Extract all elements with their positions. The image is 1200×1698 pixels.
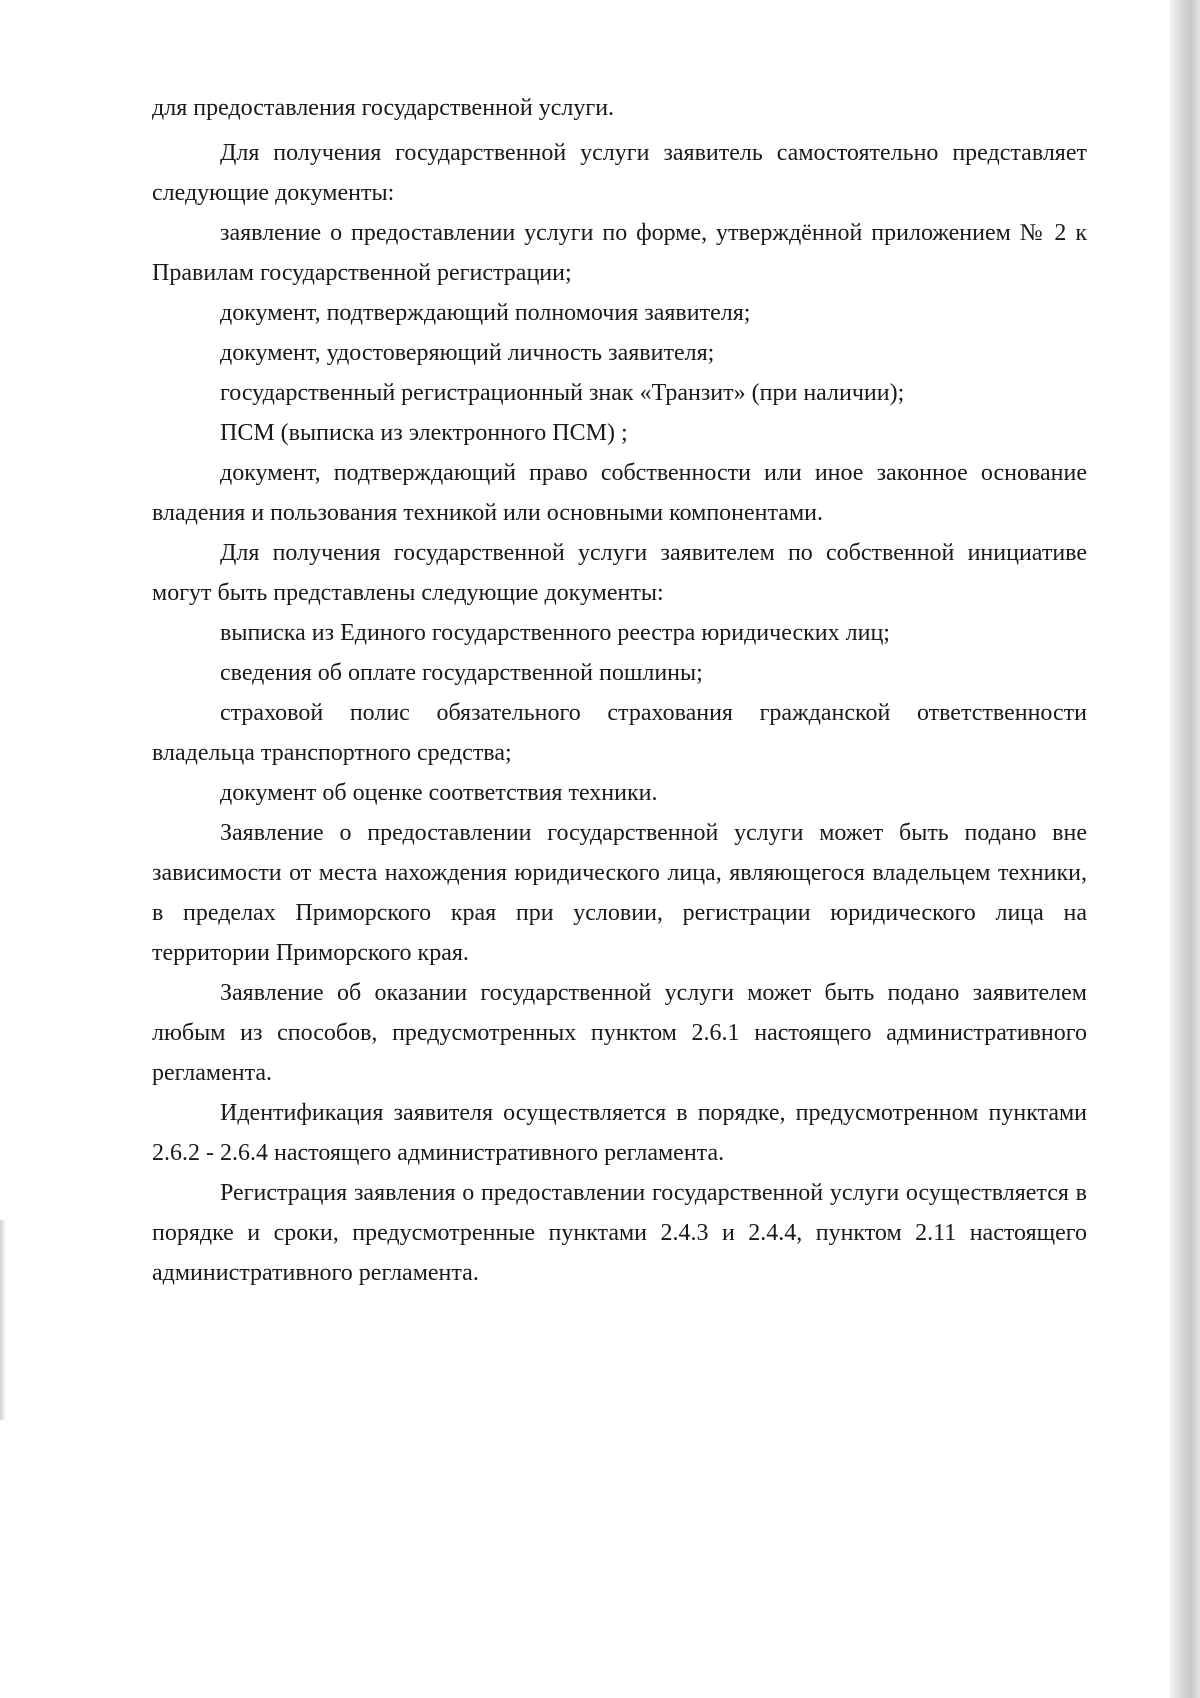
paragraph: Заявление о предоставлении государственной услуги может быть подано вне зависимости от места нахождения юридического лица, являющегося владельцем техники, в пределах Приморского края при условии, регистрации юридического лица на территории Приморского края. (152, 820, 1087, 966)
paragraph: Для получения государственной услуги заявителем по собственной инициативе могут быть представлены следующие документы: (152, 540, 1087, 606)
paragraph: для предоставления государственной услуги. (152, 95, 615, 121)
list-item: документ, подтверждающий полномочия заявителя; (220, 300, 751, 326)
document-body (152, 88, 1087, 1293)
list-item: сведения об оплате государственной пошлины; (220, 660, 703, 686)
paragraph: Регистрация заявления о предоставлении государственной услуги осуществляется в порядке и сроки, предусмотренные пунктами 2.4.3 и 2.4.4, пунктом 2.11 настоящего административного регламента. (152, 1180, 1087, 1286)
list-item: страховой полис обязательного страхования гражданской ответственности владельца транспортного средства; (152, 700, 1087, 766)
list-item: заявление о предоставлении услуги по форме, утверждённой приложением № 2 к Правилам государственной регистрации; (152, 220, 1087, 286)
list-item: документ, удостоверяющий личность заявителя; (220, 340, 715, 366)
scan-edge-shadow-left (0, 1220, 6, 1420)
scan-edge-shadow (1170, 0, 1200, 1698)
paragraph: Заявление об оказании государственной услуги может быть подано заявителем любым из способов, предусмотренных пунктом 2.6.1 настоящего административного регламента. (152, 980, 1087, 1086)
list-item: государственный регистрационный знак «Транзит» (при наличии); (220, 380, 905, 406)
list-item: документ об оценке соответствия техники. (220, 780, 658, 806)
list-item: документ, подтверждающий право собственности или иное законное основание владения и пользования техникой или основными компонентами. (152, 460, 1087, 526)
list-item: ПСМ (выписка из электронного ПСМ) ; (220, 420, 628, 446)
paragraph: Идентификация заявителя осуществляется в порядке, предусмотренном пунктами 2.6.2 - 2.6.4 настоящего административного регламента. (152, 1100, 1087, 1166)
paragraph: Для получения государственной услуги заявитель самостоятельно представляет следующие документы: (152, 140, 1087, 206)
list-item: выписка из Единого государственного реестра юридических лиц; (220, 620, 890, 646)
